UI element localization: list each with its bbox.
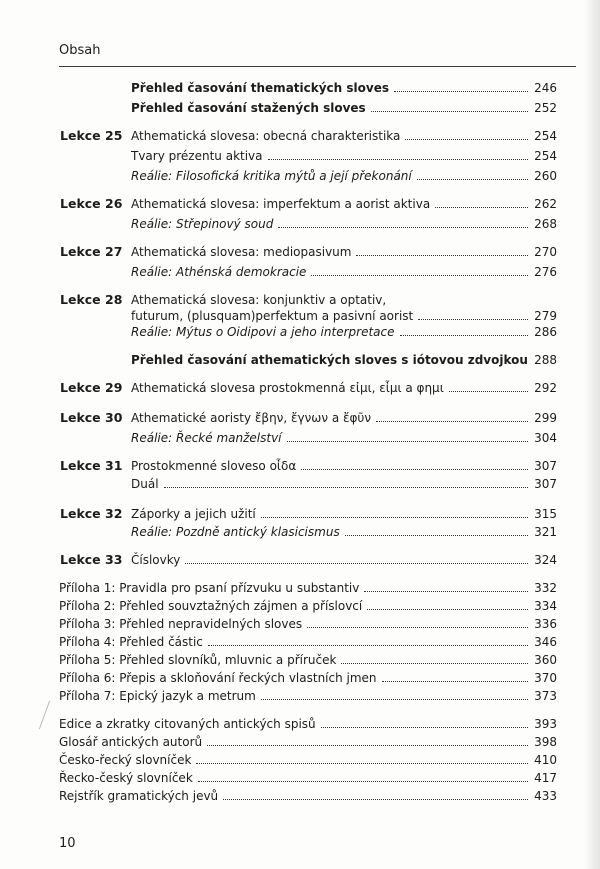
entry-title: Athematická slovesa prostokmenná εἰμι, εἶμι a φημι	[131, 381, 444, 395]
lesson-label: Lekce 31	[60, 458, 123, 473]
entry-title: Duál	[131, 477, 159, 491]
dot-leader	[307, 627, 528, 628]
entry-title: Tvary prézentu aktiva	[131, 149, 263, 163]
toc-entry	[0, 504, 600, 524]
page-ref: 252	[534, 101, 557, 115]
toc-entry	[0, 98, 600, 118]
page-ref: 336	[534, 617, 557, 631]
page-ref: 315	[534, 507, 557, 521]
entry-title: Reálie: Mýtus o Oidipovi a jeho interpretace	[131, 325, 395, 339]
dot-leader	[185, 563, 528, 564]
page-ref: 324	[534, 553, 557, 567]
dot-leader	[207, 745, 528, 746]
dot-leader	[418, 319, 528, 320]
page-ref: 270	[534, 245, 557, 259]
toc-entry	[0, 474, 600, 494]
dot-leader	[287, 441, 529, 442]
toc-entry	[0, 750, 600, 770]
entry-title: Příloha 6: Přepis a skloňování řeckých vlastních jmen	[59, 671, 377, 685]
dot-leader	[356, 255, 528, 256]
toc-entry	[0, 350, 600, 370]
lesson-label: Lekce 30	[60, 410, 123, 425]
page-ref: 254	[534, 129, 557, 143]
toc-entry	[0, 578, 600, 598]
entry-title: Reálie: Řecké manželství	[131, 431, 282, 445]
toc-entry	[0, 686, 600, 706]
page-ref: 279	[534, 309, 557, 323]
page-ref: 346	[534, 635, 557, 649]
page-ref: 334	[534, 599, 557, 613]
lesson-label: Lekce 29	[60, 380, 123, 395]
lesson-label: Lekce 27	[60, 244, 123, 259]
dot-leader	[345, 535, 528, 536]
toc-entry	[0, 522, 600, 542]
entry-title: Přehled časování stažených sloves	[131, 101, 366, 115]
entry-title: Příloha 2: Přehled souvztažných zájmen a příslovcí	[59, 599, 363, 613]
page-ref: 393	[534, 717, 557, 731]
dot-leader	[341, 663, 528, 664]
lesson-label: Lekce 26	[60, 196, 123, 211]
entry-title: Glosář antických autorů	[59, 735, 203, 749]
page-ref: 254	[534, 149, 557, 163]
page-ref: 360	[534, 653, 557, 667]
page-ref: 260	[534, 169, 557, 183]
toc-entry	[0, 768, 600, 788]
entry-title: Příloha 4: Přehled částic	[59, 635, 203, 649]
toc-entry	[0, 632, 600, 652]
toc-entry	[0, 126, 600, 146]
dot-leader	[223, 799, 528, 800]
running-header: Obsah	[59, 43, 101, 58]
entry-title: Příloha 1: Pravidla pro psaní přízvuku u substantiv	[59, 581, 360, 595]
toc-entry	[0, 428, 600, 448]
entry-title: Reálie: Filosofická kritika mýtů a její překonání	[131, 169, 412, 183]
entry-title: Číslovky	[131, 553, 181, 567]
dot-leader	[364, 591, 528, 592]
dot-leader	[208, 645, 528, 646]
toc-entry	[0, 650, 600, 670]
page-ref: 410	[534, 753, 557, 767]
toc-entry	[0, 322, 600, 342]
toc-entry	[0, 166, 600, 186]
dot-leader	[198, 781, 528, 782]
dot-leader	[321, 727, 528, 728]
header-rule	[59, 66, 576, 67]
toc-entry	[0, 194, 600, 214]
page-ref: 370	[534, 671, 557, 685]
dot-leader	[301, 469, 528, 470]
dot-leader	[261, 699, 528, 700]
toc-entry	[0, 146, 600, 166]
toc-entry	[0, 614, 600, 634]
page-ref: 292	[534, 381, 557, 395]
entry-title: Athematická slovesa: konjunktiv a optativ,	[131, 293, 387, 307]
page-ref: 321	[534, 525, 557, 539]
dot-leader	[278, 227, 528, 228]
entry-title: Příloha 5: Přehled slovníků, mluvnic a příruček	[59, 653, 337, 667]
lesson-label: Lekce 25	[60, 128, 123, 143]
dot-leader	[371, 111, 528, 112]
dot-leader	[435, 207, 528, 208]
dot-leader	[449, 391, 528, 392]
toc-entry	[0, 668, 600, 688]
entry-title: Reálie: Pozdně antický klasicismus	[131, 525, 340, 539]
entry-title: Athematická slovesa: imperfektum a aorist aktiva	[131, 197, 431, 211]
page-ref: 304	[534, 431, 557, 445]
page-ref: 307	[534, 477, 557, 491]
entry-title: Prostokmenné sloveso οἶδα	[131, 459, 297, 473]
entry-title: futurum, (plusquam)perfektum a pasivní aorist	[131, 309, 414, 323]
dot-leader	[367, 609, 528, 610]
toc-entry	[0, 78, 600, 98]
page-ref: 433	[534, 789, 557, 803]
toc-entry	[0, 378, 600, 398]
page-ref: 276	[534, 265, 557, 279]
entry-title: Záporky a jejich užití	[131, 507, 256, 521]
toc-entry	[0, 550, 600, 570]
entry-title: Přehled časování thematických sloves	[131, 81, 389, 95]
page-ref: 332	[534, 581, 557, 595]
page-ref: 373	[534, 689, 557, 703]
lesson-label: Lekce 33	[60, 552, 123, 567]
toc-entry	[0, 408, 600, 428]
entry-title: Athematická slovesa: mediopasivum	[131, 245, 352, 259]
entry-title: Athematické aoristy ἔβην, ἔγνων a ἔφῦν	[131, 411, 372, 425]
entry-title: Řecko-český slovníček	[59, 771, 193, 785]
page-ref: 288	[534, 353, 557, 367]
toc-entry	[0, 262, 600, 282]
dot-leader	[417, 179, 528, 180]
lesson-label: Lekce 32	[60, 506, 123, 521]
page-ref: 417	[534, 771, 557, 785]
entry-title: Athematická slovesa: obecná charakteristika	[131, 129, 401, 143]
toc-entry	[0, 456, 600, 476]
entry-title: Česko-řecký slovníček	[59, 753, 192, 767]
toc-entry	[0, 242, 600, 262]
entry-title: Rejstřík gramatických jevů	[59, 789, 219, 803]
page-ref: 246	[534, 81, 557, 95]
toc-entry	[0, 596, 600, 616]
toc-entry	[0, 732, 600, 752]
entry-title: Příloha 3: Přehled nepravidelných sloves	[59, 617, 303, 631]
page-number: 10	[59, 836, 76, 851]
toc-entry	[0, 714, 600, 734]
lesson-label: Lekce 28	[60, 292, 123, 307]
entry-title: Reálie: Athénská demokracie	[131, 265, 307, 279]
entry-title: Přehled časování athematických sloves s iótovou zdvojkou	[131, 353, 528, 367]
dot-leader	[196, 763, 528, 764]
dot-leader	[382, 681, 529, 682]
dot-leader	[405, 139, 528, 140]
page-ref: 268	[534, 217, 557, 231]
dot-leader	[400, 335, 529, 336]
toc-entry	[0, 786, 600, 806]
dot-leader	[164, 487, 529, 488]
page-ref: 262	[534, 197, 557, 211]
page-ref: 286	[534, 325, 557, 339]
entry-title: Reálie: Střepinový soud	[131, 217, 274, 231]
page-ref: 398	[534, 735, 557, 749]
dot-leader	[311, 275, 528, 276]
page-ref: 299	[534, 411, 557, 425]
dot-leader	[394, 91, 528, 92]
entry-title: Edice a zkratky citovaných antických spisů	[59, 717, 316, 731]
toc-entry	[0, 214, 600, 234]
dot-leader	[261, 517, 528, 518]
dot-leader	[268, 159, 529, 160]
dot-leader	[376, 421, 528, 422]
page-ref: 307	[534, 459, 557, 473]
entry-title: Příloha 7: Epický jazyk a metrum	[59, 689, 256, 703]
